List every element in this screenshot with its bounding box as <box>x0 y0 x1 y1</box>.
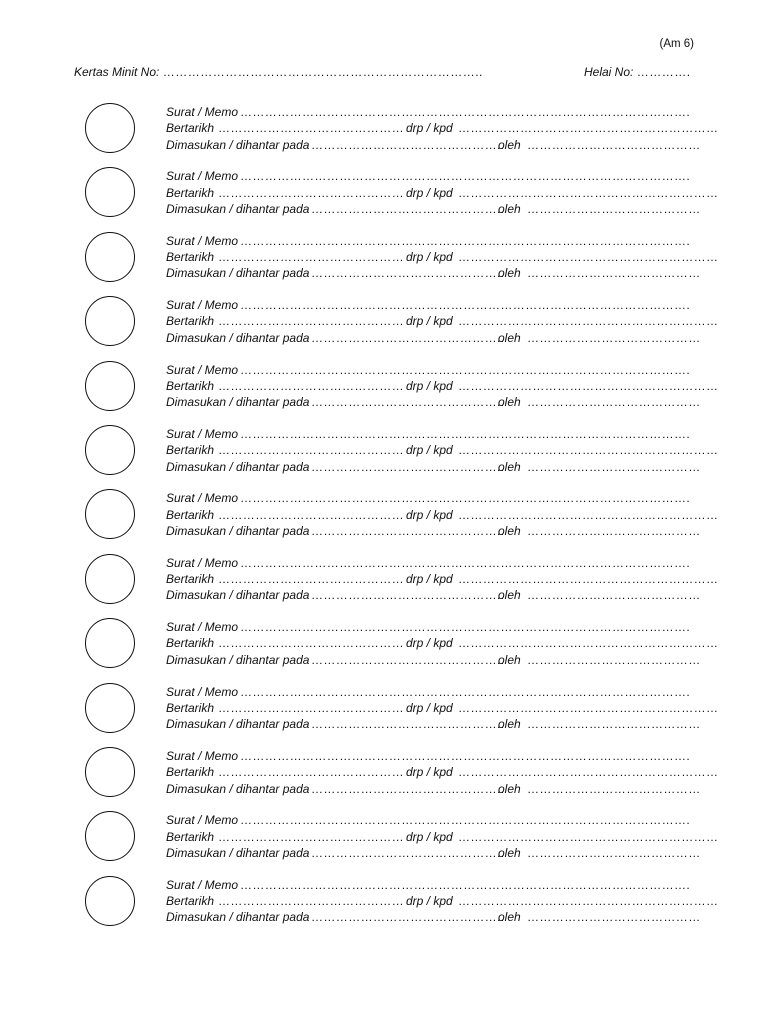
bertarikh-line <box>166 829 719 845</box>
bertarikh-blank[interactable]: ……………………………………… <box>218 443 404 458</box>
surat-memo-line <box>166 490 696 506</box>
dimasukan-line <box>166 652 701 668</box>
oleh-label: oleh <box>498 910 521 925</box>
oleh-blank[interactable]: …………………………………… <box>527 201 701 216</box>
bertarikh-label: Bertarikh <box>166 636 215 651</box>
entry-lines <box>166 297 719 346</box>
dimasukan-blank[interactable]: ……………………………………….. <box>311 781 505 796</box>
surat-memo-line <box>166 104 696 120</box>
surat-memo-line <box>166 619 696 635</box>
oleh-label: oleh <box>498 652 521 667</box>
dimasukan-line <box>166 845 701 861</box>
oleh-label: oleh <box>498 781 521 796</box>
minute-entries <box>0 100 768 937</box>
drp-kpd-label: drp / kpd <box>406 829 453 844</box>
bertarikh-line <box>166 442 719 458</box>
surat-memo-blank[interactable]: ………………………………………………………………………………………………. <box>240 169 691 184</box>
dimasukan-label: Dimasukan / dihantar pada <box>166 201 310 216</box>
dimasukan-line <box>166 330 701 346</box>
punch-hole-circle <box>85 683 135 733</box>
dimasukan-line <box>166 587 701 603</box>
drp-kpd-label: drp / kpd <box>406 572 453 587</box>
drp-kpd-label: drp / kpd <box>406 443 453 458</box>
dimasukan-label: Dimasukan / dihantar pada <box>166 652 310 667</box>
minute-entry <box>0 229 768 293</box>
surat-memo-label: Surat / Memo <box>166 233 239 248</box>
drp-kpd-label: drp / kpd <box>406 250 453 265</box>
surat-memo-blank[interactable]: ………………………………………………………………………………………………. <box>240 491 691 506</box>
entry-lines <box>166 104 719 153</box>
surat-memo-line <box>166 555 696 571</box>
drp-kpd-blank[interactable]: ……………………………………………………… <box>458 507 719 522</box>
dimasukan-line <box>166 265 701 281</box>
surat-memo-blank[interactable]: ………………………………………………………………………………………………. <box>240 362 691 377</box>
surat-memo-blank[interactable]: ………………………………………………………………………………………………. <box>240 105 691 119</box>
punch-hole-circle <box>85 296 135 346</box>
bertarikh-label: Bertarikh <box>166 378 215 393</box>
bertarikh-label: Bertarikh <box>166 314 215 329</box>
dimasukan-label: Dimasukan / dihantar pada <box>166 137 310 152</box>
dimasukan-label: Dimasukan / dihantar pada <box>166 266 310 281</box>
bertarikh-label: Bertarikh <box>166 250 215 265</box>
surat-memo-blank[interactable]: ………………………………………………………………………………………………. <box>240 684 691 699</box>
oleh-label: oleh <box>498 459 521 474</box>
surat-memo-blank[interactable]: ………………………………………………………………………………………………. <box>240 298 691 313</box>
oleh-label: oleh <box>498 137 521 152</box>
oleh-blank[interactable]: …………………………………… <box>527 588 701 603</box>
dimasukan-blank[interactable]: ……………………………………….. <box>311 588 505 603</box>
oleh-blank[interactable]: …………………………………… <box>527 459 701 474</box>
minute-entry <box>0 100 768 164</box>
minute-entry <box>0 680 768 744</box>
dimasukan-line <box>166 394 701 410</box>
oleh-label: oleh <box>498 330 521 345</box>
bertarikh-blank[interactable]: ……………………………………… <box>218 507 404 522</box>
oleh-blank[interactable]: …………………………………… <box>527 845 701 860</box>
surat-memo-blank[interactable]: ………………………………………………………………………………………………. <box>240 748 691 763</box>
punch-hole-circle <box>85 167 135 217</box>
bertarikh-line <box>166 700 719 716</box>
oleh-blank[interactable]: …………………………………… <box>527 781 701 796</box>
dimasukan-blank[interactable]: ……………………………………….. <box>311 330 505 345</box>
surat-memo-line <box>166 168 696 184</box>
dimasukan-line <box>166 781 701 797</box>
entry-lines <box>166 748 719 797</box>
drp-kpd-label: drp / kpd <box>406 893 453 908</box>
dimasukan-line <box>166 716 701 732</box>
dimasukan-blank[interactable]: ……………………………………….. <box>311 523 505 538</box>
document-code: (Am 6) <box>659 38 694 50</box>
drp-kpd-label: drp / kpd <box>406 507 453 522</box>
minute-entry <box>0 873 768 937</box>
minute-entry <box>0 744 768 808</box>
oleh-blank[interactable]: …………………………………… <box>527 652 701 667</box>
oleh-label: oleh <box>498 395 521 410</box>
entry-lines <box>166 619 719 668</box>
bertarikh-label: Bertarikh <box>166 765 215 780</box>
entry-lines <box>166 233 719 282</box>
dimasukan-line <box>166 201 701 217</box>
bertarikh-blank[interactable]: ……………………………………… <box>218 250 404 265</box>
surat-memo-blank[interactable]: ………………………………………………………………………………………………. <box>240 233 691 248</box>
dimasukan-label: Dimasukan / dihantar pada <box>166 588 310 603</box>
bertarikh-blank[interactable]: ……………………………………… <box>218 765 404 780</box>
punch-hole-circle <box>85 425 135 475</box>
bertarikh-blank[interactable]: ……………………………………… <box>218 572 404 587</box>
surat-memo-line <box>166 297 696 313</box>
oleh-blank[interactable]: …………………………………… <box>527 717 701 732</box>
drp-kpd-blank[interactable]: ……………………………………………………… <box>458 378 719 393</box>
surat-memo-blank[interactable]: ………………………………………………………………………………………………. <box>240 877 691 892</box>
surat-memo-line <box>166 233 696 249</box>
drp-kpd-blank[interactable]: ……………………………………………………… <box>458 765 719 780</box>
surat-memo-label: Surat / Memo <box>166 298 239 313</box>
bertarikh-line <box>166 249 719 265</box>
minute-entry <box>0 293 768 357</box>
oleh-label: oleh <box>498 201 521 216</box>
bertarikh-label: Bertarikh <box>166 443 215 458</box>
oleh-label: oleh <box>498 588 521 603</box>
entry-lines <box>166 426 719 475</box>
dimasukan-label: Dimasukan / dihantar pada <box>166 781 310 796</box>
dimasukan-blank[interactable]: ……………………………………….. <box>311 137 505 152</box>
dimasukan-label: Dimasukan / dihantar pada <box>166 523 310 538</box>
drp-kpd-blank[interactable]: ……………………………………………………… <box>458 636 719 651</box>
bertarikh-blank[interactable]: ……………………………………… <box>218 185 404 200</box>
oleh-blank[interactable]: …………………………………… <box>527 330 701 345</box>
surat-memo-line <box>166 362 696 378</box>
dimasukan-blank[interactable]: ……………………………………….. <box>311 652 505 667</box>
surat-memo-line <box>166 812 696 828</box>
minute-entry <box>0 486 768 550</box>
drp-kpd-label: drp / kpd <box>406 121 453 136</box>
drp-kpd-blank[interactable]: ……………………………………………………… <box>458 250 719 265</box>
punch-hole-circle <box>85 489 135 539</box>
helai-no-field[interactable] <box>584 65 691 79</box>
drp-kpd-blank[interactable]: ……………………………………………………… <box>458 121 719 136</box>
surat-memo-label: Surat / Memo <box>166 620 239 635</box>
surat-memo-blank[interactable]: ………………………………………………………………………………………………. <box>240 620 691 635</box>
drp-kpd-label: drp / kpd <box>406 700 453 715</box>
bertarikh-label: Bertarikh <box>166 572 215 587</box>
oleh-label: oleh <box>498 266 521 281</box>
oleh-label: oleh <box>498 523 521 538</box>
oleh-blank[interactable]: …………………………………… <box>527 523 701 538</box>
entry-lines <box>166 555 719 604</box>
helai-no-label: Helai No: <box>584 65 634 79</box>
bertarikh-line <box>166 571 719 587</box>
bertarikh-line <box>166 185 719 201</box>
punch-hole-circle <box>85 232 135 282</box>
oleh-blank[interactable]: …………………………………… <box>527 910 701 925</box>
kertas-minit-blank[interactable]: ………………………………………………………………….. <box>162 65 483 79</box>
bertarikh-line <box>166 893 719 909</box>
bertarikh-label: Bertarikh <box>166 700 215 715</box>
bertarikh-line <box>166 764 719 780</box>
surat-memo-label: Surat / Memo <box>166 169 239 184</box>
drp-kpd-label: drp / kpd <box>406 314 453 329</box>
bertarikh-line <box>166 120 719 136</box>
dimasukan-blank[interactable]: ……………………………………….. <box>311 266 505 281</box>
surat-memo-label: Surat / Memo <box>166 813 239 828</box>
oleh-blank[interactable]: …………………………………… <box>527 266 701 281</box>
bertarikh-blank[interactable]: ……………………………………… <box>218 700 404 715</box>
surat-memo-blank[interactable]: ………………………………………………………………………………………………. <box>240 555 691 570</box>
surat-memo-line <box>166 748 696 764</box>
surat-memo-label: Surat / Memo <box>166 555 239 570</box>
bertarikh-label: Bertarikh <box>166 829 215 844</box>
entry-lines <box>166 812 719 861</box>
kertas-minit-field[interactable] <box>74 65 483 79</box>
dimasukan-blank[interactable]: ……………………………………….. <box>311 845 505 860</box>
oleh-label: oleh <box>498 717 521 732</box>
dimasukan-blank[interactable]: ……………………………………….. <box>311 395 505 410</box>
punch-hole-circle <box>85 747 135 797</box>
drp-kpd-blank[interactable]: ……………………………………………………… <box>458 314 719 329</box>
helai-no-blank[interactable]: …………. <box>636 65 691 79</box>
bertarikh-blank[interactable]: ……………………………………… <box>218 121 404 136</box>
drp-kpd-label: drp / kpd <box>406 636 453 651</box>
entry-lines <box>166 684 719 733</box>
punch-hole-circle <box>85 876 135 926</box>
dimasukan-label: Dimasukan / dihantar pada <box>166 330 310 345</box>
bertarikh-blank[interactable]: ……………………………………… <box>218 378 404 393</box>
bertarikh-line <box>166 635 719 651</box>
dimasukan-label: Dimasukan / dihantar pada <box>166 910 310 925</box>
oleh-blank[interactable]: …………………………………… <box>527 395 701 410</box>
dimasukan-blank[interactable]: ……………………………………….. <box>311 459 505 474</box>
dimasukan-label: Dimasukan / dihantar pada <box>166 459 310 474</box>
oleh-blank[interactable]: …………………………………… <box>527 137 701 152</box>
drp-kpd-blank[interactable]: ……………………………………………………… <box>458 572 719 587</box>
surat-memo-blank[interactable]: ………………………………………………………………………………………………. <box>240 426 691 441</box>
surat-memo-label: Surat / Memo <box>166 684 239 699</box>
surat-memo-label: Surat / Memo <box>166 426 239 441</box>
dimasukan-line <box>166 459 701 475</box>
bertarikh-label: Bertarikh <box>166 121 215 136</box>
bertarikh-label: Bertarikh <box>166 893 215 908</box>
bertarikh-label: Bertarikh <box>166 185 215 200</box>
surat-memo-label: Surat / Memo <box>166 748 239 763</box>
dimasukan-blank[interactable]: ……………………………………….. <box>311 717 505 732</box>
minute-entry <box>0 164 768 228</box>
entry-lines <box>166 168 719 217</box>
surat-memo-label: Surat / Memo <box>166 877 239 892</box>
drp-kpd-label: drp / kpd <box>406 378 453 393</box>
bertarikh-blank[interactable]: ……………………………………… <box>218 893 404 908</box>
drp-kpd-blank[interactable]: ……………………………………………………… <box>458 185 719 200</box>
dimasukan-line <box>166 523 701 539</box>
bertarikh-line <box>166 507 719 523</box>
punch-hole-circle <box>85 554 135 604</box>
surat-memo-blank[interactable]: ………………………………………………………………………………………………. <box>240 813 691 828</box>
surat-memo-label: Surat / Memo <box>166 491 239 506</box>
dimasukan-line <box>166 909 701 925</box>
drp-kpd-blank[interactable]: ……………………………………………………… <box>458 700 719 715</box>
surat-memo-label: Surat / Memo <box>166 362 239 377</box>
minute-entry <box>0 551 768 615</box>
surat-memo-line <box>166 684 696 700</box>
bertarikh-blank[interactable]: ……………………………………… <box>218 314 404 329</box>
entry-lines <box>166 877 719 926</box>
bertarikh-line <box>166 378 719 394</box>
oleh-label: oleh <box>498 845 521 860</box>
dimasukan-label: Dimasukan / dihantar pada <box>166 717 310 732</box>
minute-entry <box>0 615 768 679</box>
drp-kpd-blank[interactable]: ……………………………………………………… <box>458 893 719 908</box>
dimasukan-label: Dimasukan / dihantar pada <box>166 845 310 860</box>
dimasukan-label: Dimasukan / dihantar pada <box>166 395 310 410</box>
punch-hole-circle <box>85 361 135 411</box>
bertarikh-label: Bertarikh <box>166 507 215 522</box>
dimasukan-blank[interactable]: ……………………………………….. <box>311 910 505 925</box>
surat-memo-line <box>166 426 696 442</box>
bertarikh-blank[interactable]: ……………………………………… <box>218 829 404 844</box>
entry-lines <box>166 490 719 539</box>
drp-kpd-blank[interactable]: ……………………………………………………… <box>458 829 719 844</box>
minute-entry <box>0 808 768 872</box>
drp-kpd-blank[interactable]: ……………………………………………………… <box>458 443 719 458</box>
dimasukan-line <box>166 137 701 153</box>
minute-entry <box>0 422 768 486</box>
surat-memo-label: Surat / Memo <box>166 105 239 119</box>
bertarikh-blank[interactable]: ……………………………………… <box>218 636 404 651</box>
kertas-minit-label: Kertas Minit No: <box>74 65 160 79</box>
entry-lines <box>166 362 719 411</box>
header-line <box>74 65 694 81</box>
punch-hole-circle <box>85 103 135 153</box>
drp-kpd-label: drp / kpd <box>406 765 453 780</box>
drp-kpd-label: drp / kpd <box>406 185 453 200</box>
surat-memo-line <box>166 877 696 893</box>
minute-entry <box>0 358 768 422</box>
punch-hole-circle <box>85 811 135 861</box>
punch-hole-circle <box>85 618 135 668</box>
dimasukan-blank[interactable]: ……………………………………….. <box>311 201 505 216</box>
bertarikh-line <box>166 313 719 329</box>
